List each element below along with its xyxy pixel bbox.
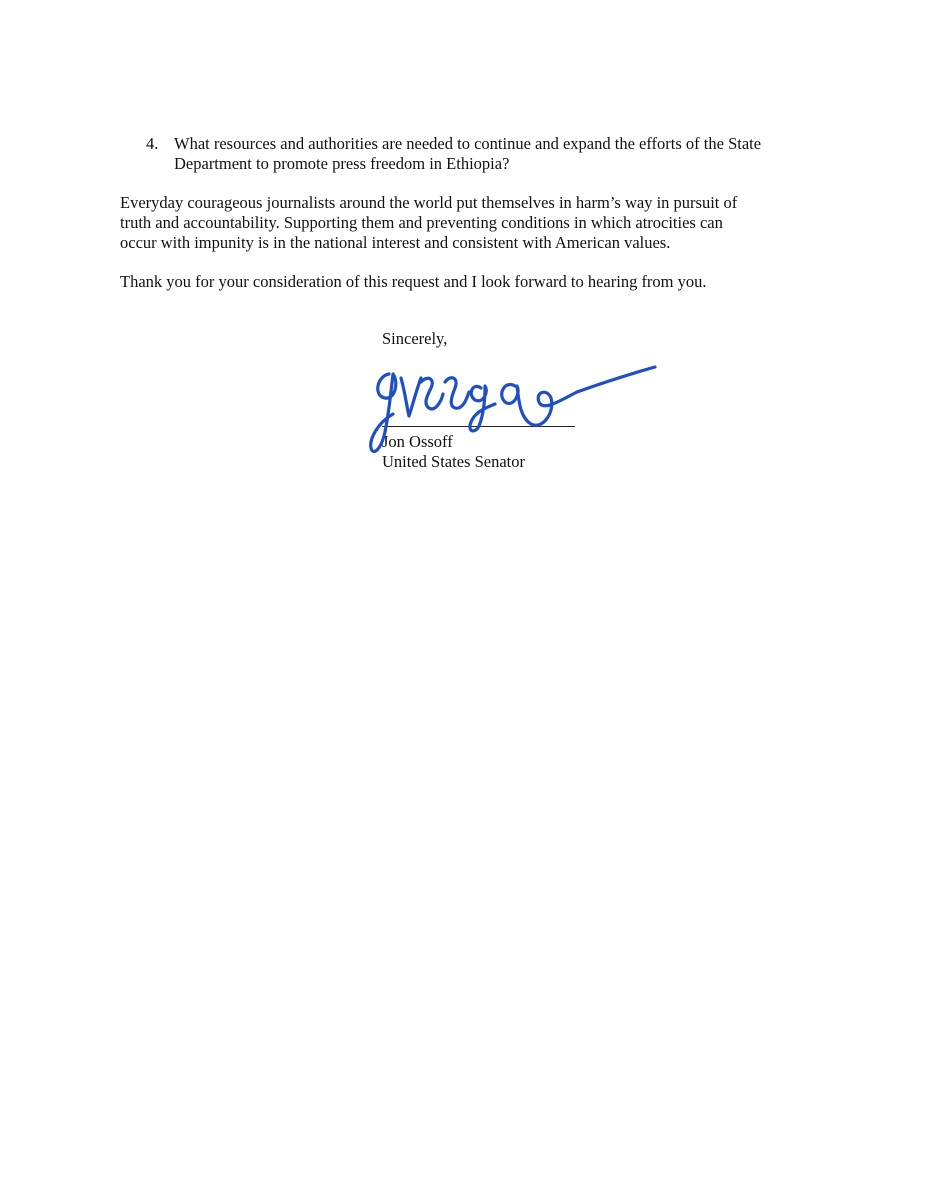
question-line: What resources and authorities are needed to continue and expand the efforts of the State (174, 134, 762, 153)
paragraph-line: Thank you for your consideration of this request and I look forward to hearing from you. (120, 272, 707, 291)
closing-salutation: Sincerely, (382, 329, 448, 348)
paragraph-line: occur with impunity is in the national interest and consistent with American values. (120, 233, 671, 252)
signer-title: United States Senator (382, 452, 525, 471)
list-number: 4. (146, 134, 159, 153)
question-text (174, 134, 854, 174)
signer-name: Jon Ossoff (382, 432, 453, 451)
question-line: Department to promote press freedom in Ethiopia? (174, 154, 510, 173)
paragraph-line: Everyday courageous journalists around the world put themselves in harm’s way in pursuit of (120, 193, 738, 212)
paragraph-line: truth and accountability. Supporting them and preventing conditions in which atrocities can (120, 213, 723, 232)
paragraph-journalists (120, 193, 737, 253)
paragraph-thank-you (120, 272, 707, 292)
handwritten-signature (355, 352, 665, 462)
